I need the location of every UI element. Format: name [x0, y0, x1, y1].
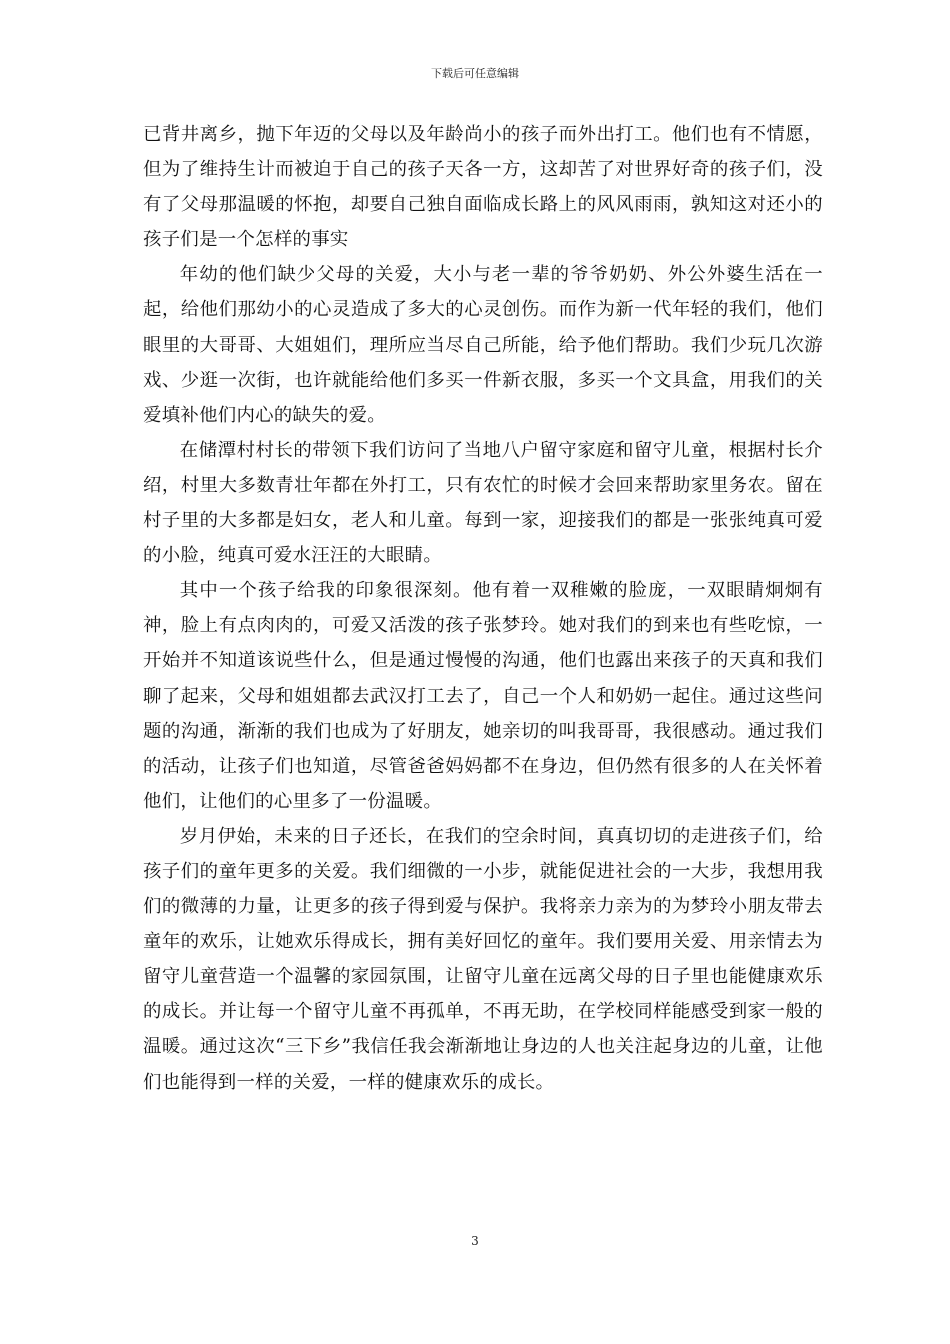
paragraph: 其中一个孩子给我的印象很深刻。他有着一双稚嫩的脸庞，一双眼睛炯炯有神，脸上有点肉肉的，可爱又活泼的孩子张梦玲。她对我们的到来也有些吃惊，一开始并不知道该说些什么，但是通过慢慢的沟通，他们也露出来孩子的天真和我们聊了起来，父母和姐姐都去武汉打工去了，自己一个人和奶奶一起住。通过这些问题的沟通，渐渐的我们也成为了好朋友，她亲切的叫我哥哥，我很感动。通过我们的活动，让孩子们也知道，尽管爸爸妈妈都不在身边，但仍然有很多的人在关怀着他们，让他们的心里多了一份温暖。 [143, 580, 823, 812]
paragraph: 岁月伊始，未来的日子还长，在我们的空余时间，真真切切的走进孩子们，给孩子们的童年更多的关爱。我们细微的一小步，就能促进社会的一大步，我想用我们的微薄的力量，让更多的孩子得到爱与保护。我将亲力亲为的为梦玲小朋友带去童年的欢乐，让她欢乐得成长，拥有美好回忆的童年。我们要用关爱、用亲情去为留守儿童营造一个温馨的家园氛围，让留守儿童在远离父母的日子里也能健康欢乐的成长。并让每一个留守儿童不再孤单，不再无助，在学校同样能感受到家一般的温暖。通过这次“三下乡”我信任我会渐渐地让身边的人也关注起身边的儿童，让他们也能得到一样的关爱，一样的健康欢乐的成长。 [143, 825, 823, 1093]
page-number: 3 [471, 1234, 479, 1248]
paragraph: 在储潭村村长的带领下我们访问了当地八户留守家庭和留守儿童，根据村长介绍，村里大多数青壮年都在外打工，只有农忙的时候才会回来帮助家里务农。留在村子里的大多都是妇女，老人和儿童。每到一家，迎接我们的都是一张张纯真可爱的小脸，纯真可爱水汪汪的大眼睛。 [143, 439, 823, 567]
paragraph: 年幼的他们缺少父母的关爱，大小与老一辈的爷爷奶奶、外公外婆生活在一起，给他们那幼小的心灵造成了多大的心灵创伤。而作为新一代年轻的我们，他们眼里的大哥哥、大姐姐们，理所应当尽自己所能，给予他们帮助。我们少玩几次游戏、少逛一次街，也许就能给他们多买一件新衣服，多买一个文具盒，用我们的关爱填补他们内心的缺失的爱。 [143, 264, 823, 426]
page-header: 下载后可任意编辑 [431, 67, 519, 80]
paragraph-continued: 已背井离乡，抛下年迈的父母以及年龄尚小的孩子而外出打工。他们也有不情愿，但为了维持生计而被迫于自己的孩子天各一方，这却苦了对世界好奇的孩子们，没有了父母那温暖的怀抱，却要自己独自面临成长路上的风风雨雨，孰知这对还小的孩子们是一个怎样的事实 [143, 124, 823, 251]
document-body [143, 117, 823, 1100]
